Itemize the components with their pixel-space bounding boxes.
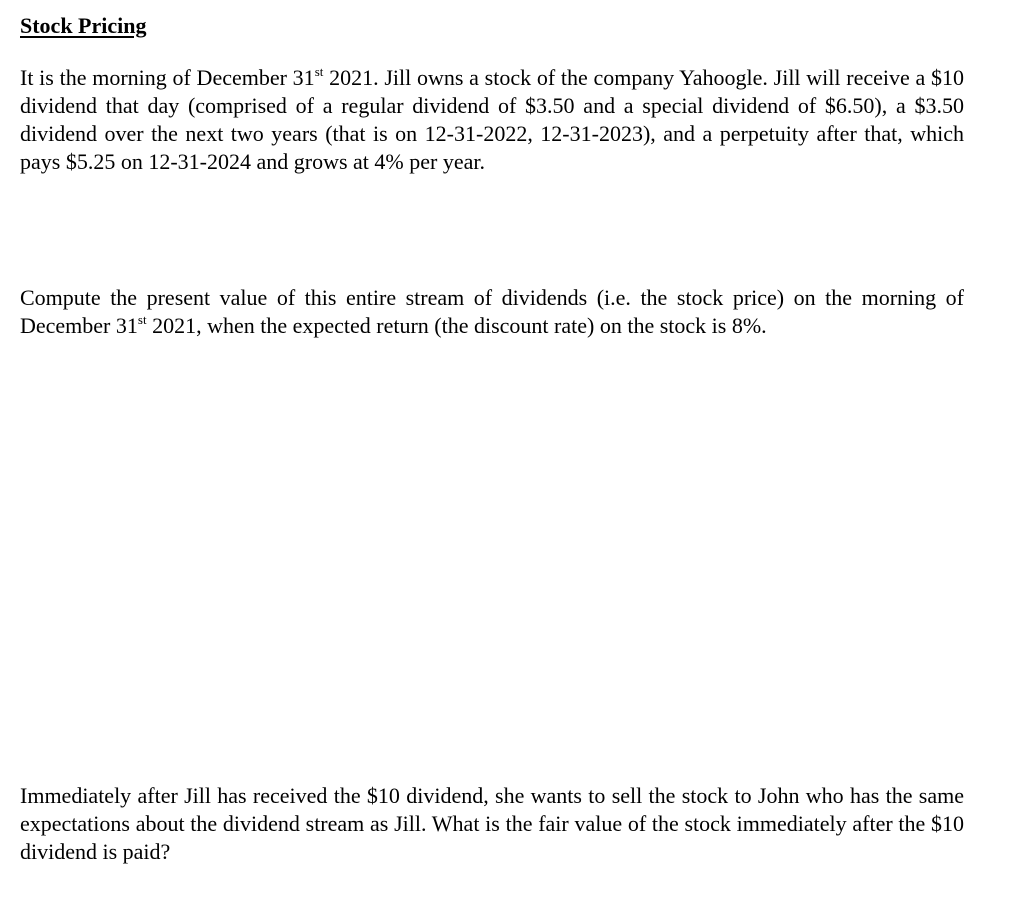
- paragraph2-text-start: Compute the present value of this entire stream of dividends (i.e. the stock price) on the morning of December 31: [20, 285, 964, 338]
- problem-statement-paragraph: [20, 64, 964, 176]
- paragraph2-text-end: 2021, when the expected return (the discount rate) on the stock is 8%.: [146, 313, 767, 338]
- question-present-value-paragraph: [20, 284, 964, 340]
- ordinal-suffix: st: [314, 64, 324, 79]
- question-fair-value-paragraph: Immediately after Jill has received the $10 dividend, she wants to sell the stock to John who has the same expectations about the dividend stream as Jill. What is the fair value of the stock immediately after the $10 dividend is paid?: [20, 783, 964, 864]
- paragraph1-text-start: It is the morning of December 31: [20, 65, 315, 90]
- paragraph1-text-end: 2021. Jill owns a stock of the company Yahoogle. Jill will receive a $10 dividend that day (comprised of a regular dividend of $3.50 and a special dividend of $6.50), a $3.50 dividend over the next two years (that is on 12-31-2022, 12-31-2023), and a perpetuity after that, which pays $5.25 on 12-31-2024 and grows at 4% per year.: [20, 65, 964, 174]
- document-title: Stock Pricing: [20, 13, 147, 38]
- ordinal-suffix: st: [137, 312, 147, 327]
